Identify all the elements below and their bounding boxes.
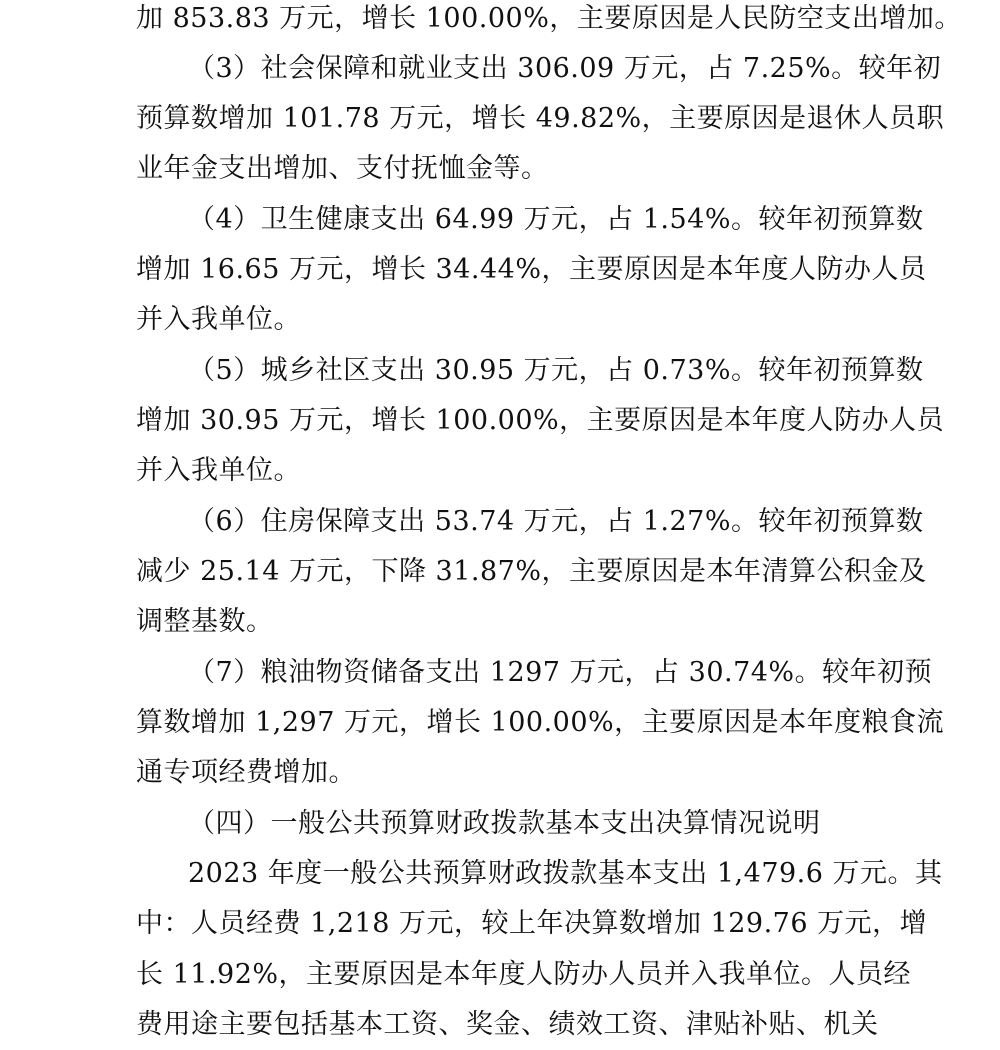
text-line: 中：人员经费 1,218 万元，较上年决算数增加 129.76 万元，增 — [136, 908, 928, 939]
text-line: 费用途主要包括基本工资、奖金、绩效工资、津贴补贴、机关 — [136, 1009, 879, 1040]
paragraph-basic-expenditure: 2023 年度一般公共预算财政拨款基本支出 1,479.6 万元。其 — [188, 858, 943, 889]
text-line: 算数增加 1,297 万元，增长 100.00%，主要原因是本年度粮食流 — [136, 707, 945, 738]
text-line: 长 11.92%，主要原因是本年度人防办人员并入我单位。人员经 — [136, 959, 912, 990]
section-heading: （四）一般公共预算财政拨款基本支出决算情况说明 — [188, 808, 821, 839]
text-line: 并入我单位。 — [136, 304, 301, 335]
text-line: 减少 25.14 万元，下降 31.87%，主要原因是本年清算公积金及 — [136, 556, 927, 587]
text-line: 加 853.83 万元，增长 100.00%，主要原因是人民防空支出增加。 — [136, 3, 962, 34]
text-line: 增加 30.95 万元，增长 100.00%，主要原因是本年度人防办人员 — [136, 405, 945, 436]
text-line: 预算数增加 101.78 万元，增长 49.82%，主要原因是退休人员职 — [136, 103, 945, 134]
paragraph-housing: （6）住房保障支出 53.74 万元，占 1.27%。较年初预算数 — [188, 506, 924, 537]
paragraph-social-security: （3）社会保障和就业支出 306.09 万元，占 7.25%。较年初 — [188, 53, 942, 84]
text-line: 增加 16.65 万元，增长 34.44%，主要原因是本年度人防办人员 — [136, 254, 927, 285]
text-line: 业年金支出增加、支付抚恤金等。 — [136, 153, 549, 184]
paragraph-health: （4）卫生健康支出 64.99 万元，占 1.54%。较年初预算数 — [188, 204, 924, 235]
text-line: 调整基数。 — [136, 606, 274, 637]
text-line: 通专项经费增加。 — [136, 757, 356, 788]
text-line: 并入我单位。 — [136, 455, 301, 486]
paragraph-urban-rural: （5）城乡社区支出 30.95 万元，占 0.73%。较年初预算数 — [188, 355, 924, 386]
paragraph-grain-reserve: （7）粮油物资储备支出 1297 万元，占 30.74%。较年初预 — [188, 657, 933, 688]
